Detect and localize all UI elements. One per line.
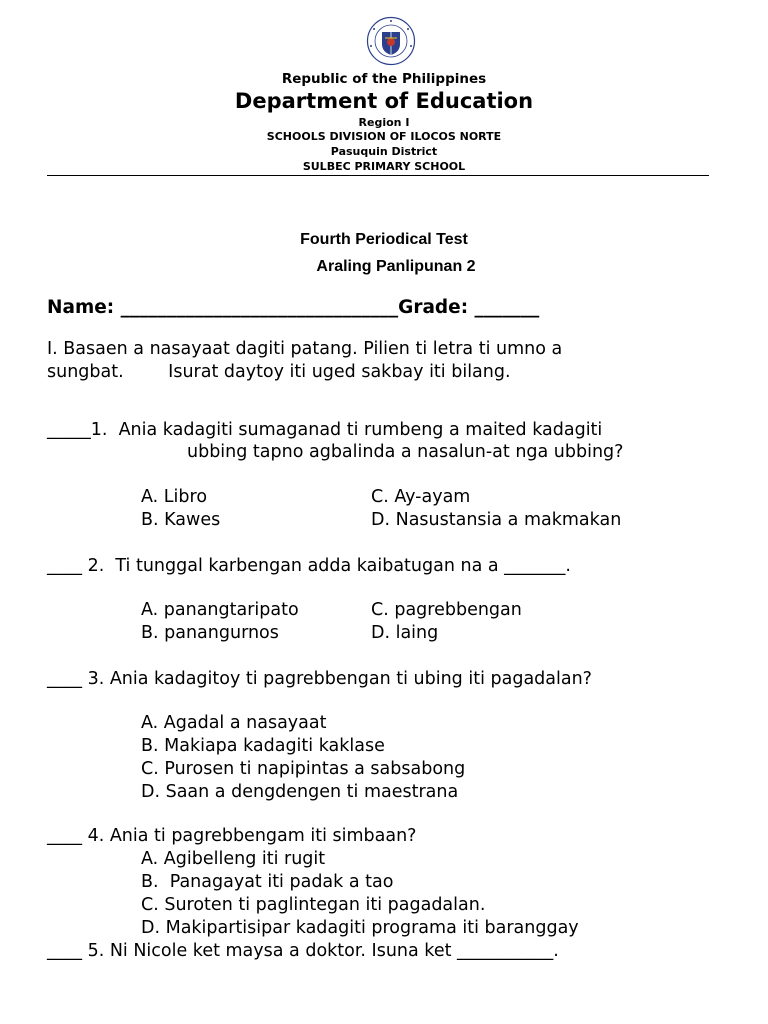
- question-2-choice-a[interactable]: A. panangtaripato: [141, 600, 299, 620]
- question-3-choice-a[interactable]: A. Agadal a nasayaat: [141, 713, 327, 733]
- question-2-choice-d[interactable]: D. laing: [371, 623, 439, 643]
- question-2-text: ____ 2. Ti tunggal karbengan adda kaibatugan na a _______.: [47, 556, 571, 576]
- subject-title: Araling Panlipunan 2: [316, 258, 476, 275]
- question-3-text: ____ 3. Ania kadagitoy ti pagrebbengan ti ubing iti pagadalan?: [47, 669, 592, 689]
- district-label: Pasuquin District: [330, 145, 438, 158]
- question-5-text: ____ 5. Ni Nicole ket maysa a doktor. Isuna ket ___________.: [47, 941, 559, 961]
- question-4-text: ____ 4. Ania ti pagrebbengam iti simbaan?: [47, 826, 417, 846]
- question-2-choice-c[interactable]: C. pagrebbengan: [371, 600, 522, 620]
- division-label: SCHOOLS DIVISION OF ILOCOS NORTE: [266, 130, 502, 143]
- deped-seal-logo: [361, 16, 421, 66]
- header-divider: [47, 175, 709, 176]
- question-3-choice-c[interactable]: C. Purosen ti napipintas a sabsabong: [141, 759, 466, 779]
- question-1-choice-a[interactable]: A. Libro: [141, 487, 208, 507]
- instructions-line-2: sungbat. Isurat daytoy iti uged sakbay iti bilang.: [47, 362, 511, 382]
- question-4-choice-b[interactable]: B. Panagayat iti padak a tao: [141, 872, 394, 892]
- question-4-choice-d[interactable]: D. Makipartisipar kadagiti programa iti baranggay: [141, 918, 579, 938]
- question-1-text: _____1. Ania kadagiti sumaganad ti rumbeng a maited kadagiti: [47, 420, 603, 440]
- question-1-choice-b[interactable]: B. Kawes: [141, 510, 221, 530]
- question-2-choice-b[interactable]: B. panangurnos: [141, 623, 279, 643]
- question-4-choice-c[interactable]: C. Suroten ti paglintegan iti pagadalan.: [141, 895, 486, 915]
- republic-label: Republic of the Philippines: [281, 71, 487, 87]
- question-1-choice-d[interactable]: D. Nasustansia a makmakan: [371, 510, 622, 530]
- question-3-choice-b[interactable]: B. Makiapa kadagiti kaklase: [141, 736, 385, 756]
- instructions-line-1: I. Basaen a nasayaat dagiti patang. Pilien ti letra ti umno a: [47, 339, 563, 359]
- school-label: SULBEC PRIMARY SCHOOL: [302, 160, 466, 173]
- test-title: Fourth Periodical Test: [300, 231, 468, 248]
- department-title: Department of Education: [234, 89, 534, 113]
- question-1-text-cont: ubbing tapno agbalinda a nasalun-at nga ubbing?: [187, 442, 624, 462]
- question-3-choice-d[interactable]: D. Saan a dengdengen ti maestrana: [141, 782, 459, 802]
- question-4-choice-a[interactable]: A. Agibelleng iti rugit: [141, 849, 326, 869]
- region-label: Region I: [358, 116, 410, 129]
- question-1-choice-c[interactable]: C. Ay-ayam: [371, 487, 471, 507]
- name-grade-field[interactable]: Name: ______________________________Grade: _______: [47, 297, 540, 318]
